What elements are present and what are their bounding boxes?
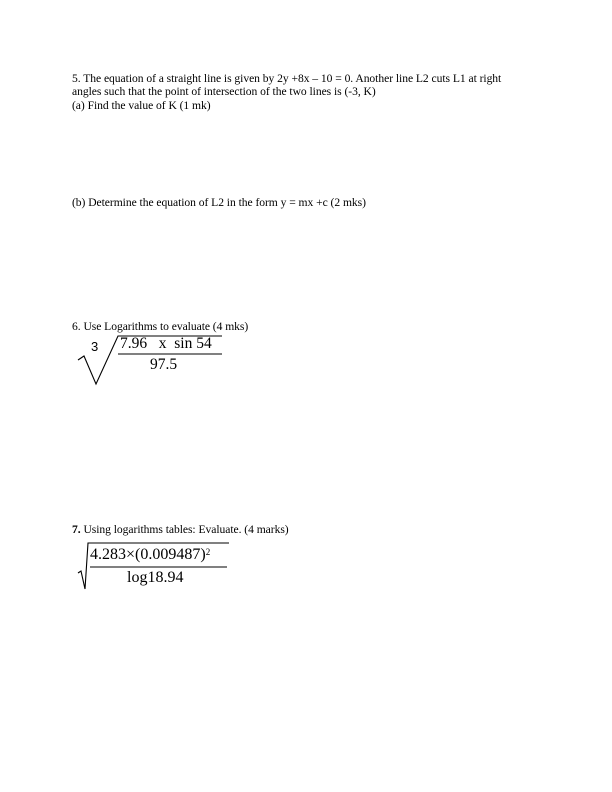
question-6-formula — [76, 334, 236, 384]
formula-denominator: log18.94 — [127, 569, 184, 586]
question-7-number: 7. — [72, 523, 81, 536]
question-5b-text: (b) Determine the equation of L2 in the form y = mx +c (2 mks) — [72, 196, 366, 209]
question-7-prompt — [72, 523, 289, 536]
formula-numerator: 7.96 x sin 54 — [120, 335, 212, 352]
question-6-prompt: 6. Use Logarithms to evaluate (4 mks) — [72, 320, 249, 333]
question-5-text-line-1: 5. The equation of a straight line is given by 2y +8x – 10 = 0. Another line L2 cuts L1 at right — [72, 72, 502, 85]
formula-numerator — [90, 546, 210, 563]
question-7-prompt-text: Using logarithms tables: Evaluate. (4 marks) — [80, 523, 289, 536]
formula-denominator: 97.5 — [150, 356, 178, 373]
question-5a-text: (a) Find the value of K (1 mk) — [72, 99, 211, 112]
numerator-base: 4.283×(0.009487) — [90, 546, 206, 563]
root-index: 3 — [91, 339, 99, 354]
numerator-exponent: 2 — [205, 547, 211, 557]
question-7-formula — [76, 541, 246, 591]
question-5-text-line-2: angles such that the point of intersection of the two lines is (-3, K) — [72, 85, 376, 98]
